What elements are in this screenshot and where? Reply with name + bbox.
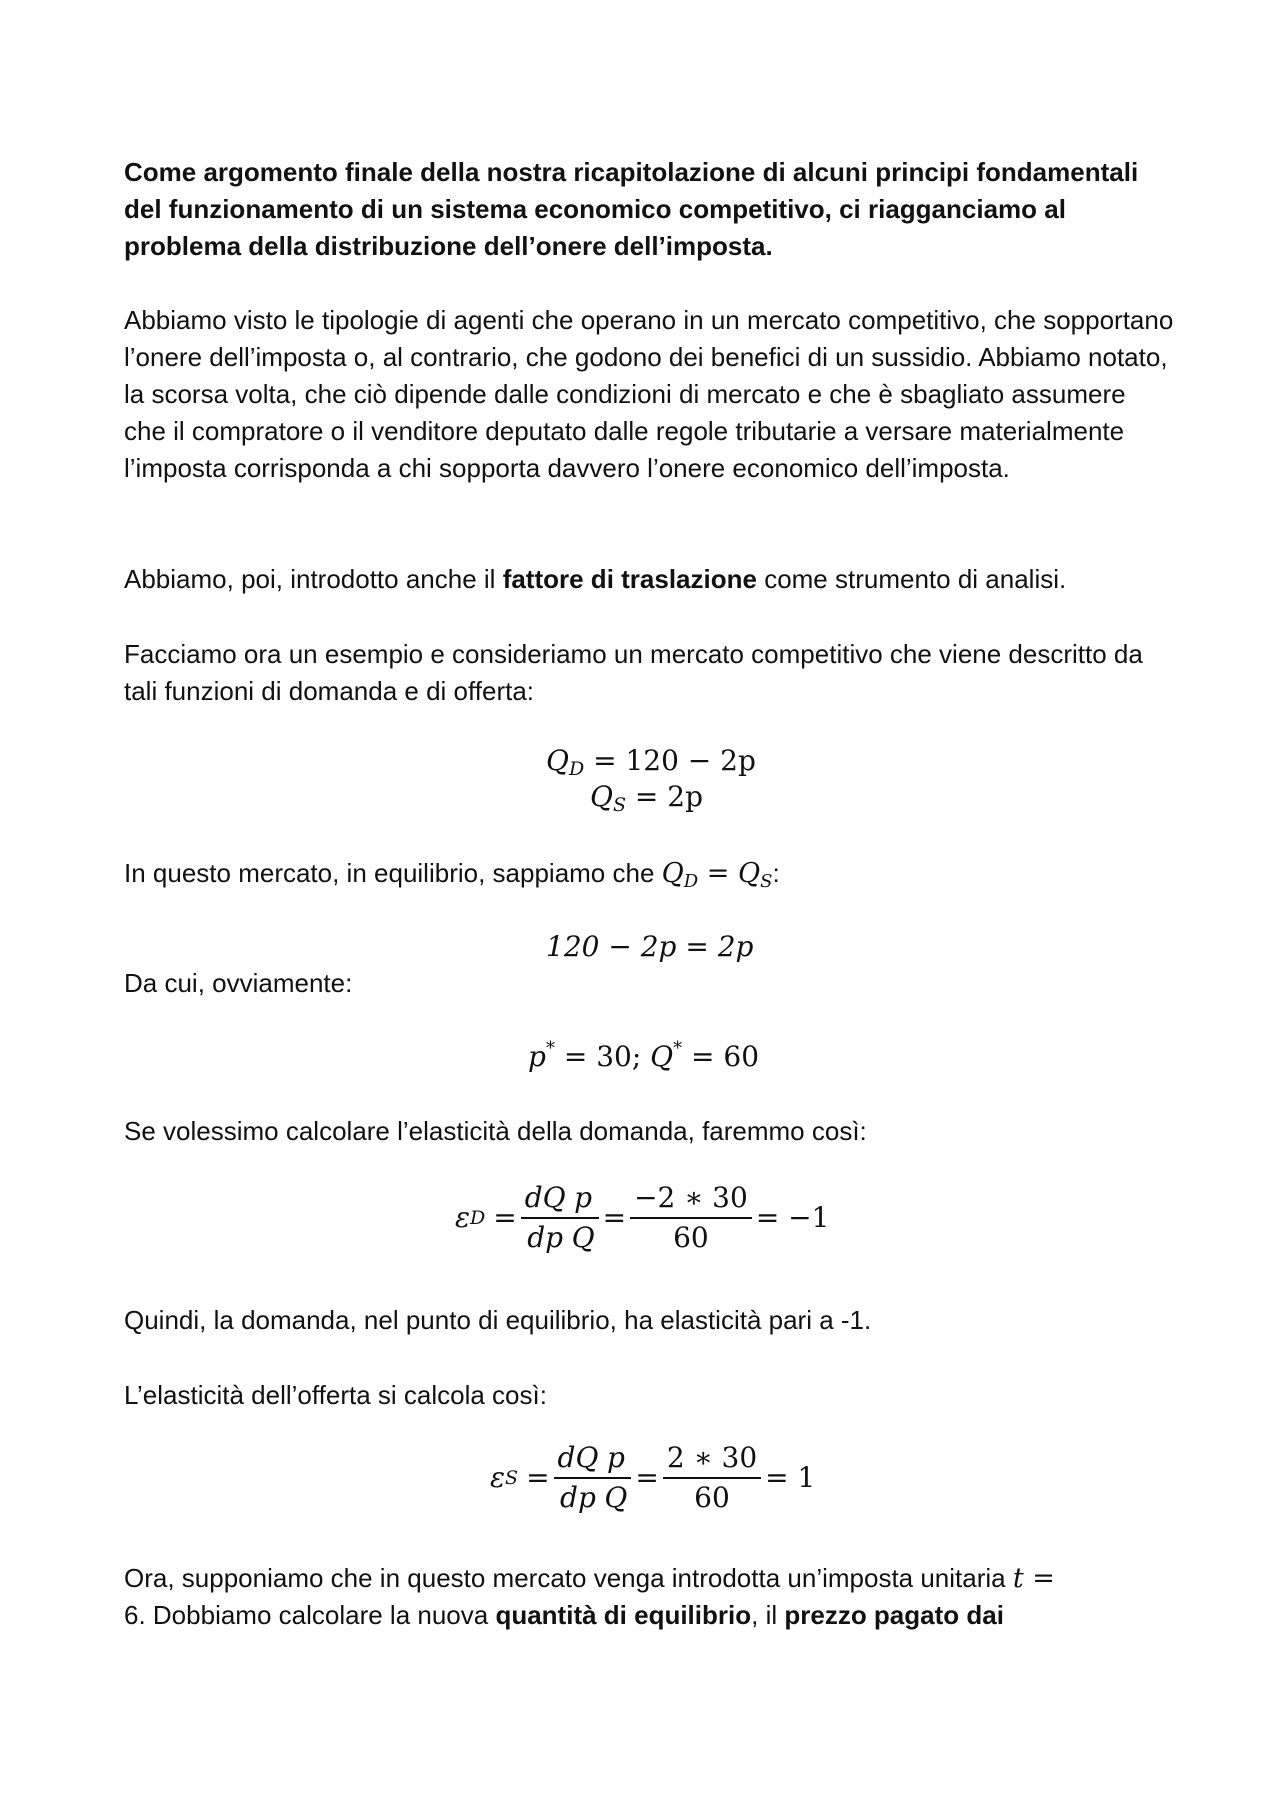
equation-solution: p* = 30; Q* = 60 [528,1038,760,1073]
text: Abbiamo, poi, introdotto anche il [124,564,503,594]
paragraph-tax-burden: Abbiamo visto le tipologie di agenti che operano in un mercato competitivo, che sopportano l’onere dell’imposta o, al contrario, che godono dei benefici di un sussidio. Abbiamo notato, la scorsa volta, che ciò dipende dalle condizioni di mercato e che è sbagliato assumere che il compratore o il venditore deputato dalle regole tributarie a versare materialmente l’imposta corrisponda a chi sopporta davvero l’onere economico dell’imposta. [124,305,1174,483]
equation-demand-elasticity: ε D = $\frac{dQ}{dp}$ $\frac{p}{Q}$ = $\frac{-2 ∗ 30}{60}$ = −1 [455,1181,830,1254]
equation-supply: $Q_S = 2p$ [590,780,703,816]
paragraph-equilibrium [124,855,1174,892]
term-price-paid: prezzo pagato dai [784,1600,1004,1630]
paragraph-supply-elasticity: L’elasticità dell’offerta si calcola così: [124,1380,547,1410]
text: , il [751,1600,785,1630]
text: come strumento di analisi. [756,564,1067,594]
text: In questo mercato, in equilibrio, sappiamo che [124,858,662,888]
inline-math-t: t = [1012,1563,1055,1594]
equation-demand: $Q_D = 120 - 2p$ [546,744,756,780]
text: Ora, supponiamo che in questo mercato venga introdotta un’imposta unitaria [124,1563,1013,1593]
inline-math-qd-qs: $Q_D = Q_S$ [661,858,773,892]
text: : [772,858,780,888]
paragraph-example: Facciamo ora un esempio e consideriamo un mercato competitivo che viene descritto da tali funzioni di domanda e di offerta: [124,639,1143,706]
paragraph-demand-result: Quindi, la domanda, nel punto di equilibrio, ha elasticità pari a -1. [124,1305,872,1335]
paragraph-da-cui: Da cui, ovviamente: [124,968,353,998]
term-translation-factor: fattore di traslazione [502,564,757,594]
paragraph-demand-elasticity: Se volessimo calcolare l’elasticità della domanda, faremmo così: [124,1116,867,1146]
paragraph-unit-tax [124,1560,1174,1634]
intro-paragraph: Come argomento finale della nostra ricapitolazione di alcuni principi fondamentali del funzionamento di un sistema economico competitivo, ci riagganciamo al problema della distribuzione dell’onere dell’imposta. [124,157,1139,261]
text: 6. Dobbiamo calcolare la nuova [124,1600,496,1630]
equation-supply-elasticity: ε S = $\frac{dQ}{dp}$ $\frac{p}{Q}$ = $\frac{2 ∗ 30}{60}$ = 1 [490,1441,816,1514]
equation-equilibrium: 120 − 2p = 2p [546,930,754,963]
term-equilibrium-quantity: quantità di equilibrio [495,1600,752,1630]
paragraph-translation-factor [124,561,1174,598]
